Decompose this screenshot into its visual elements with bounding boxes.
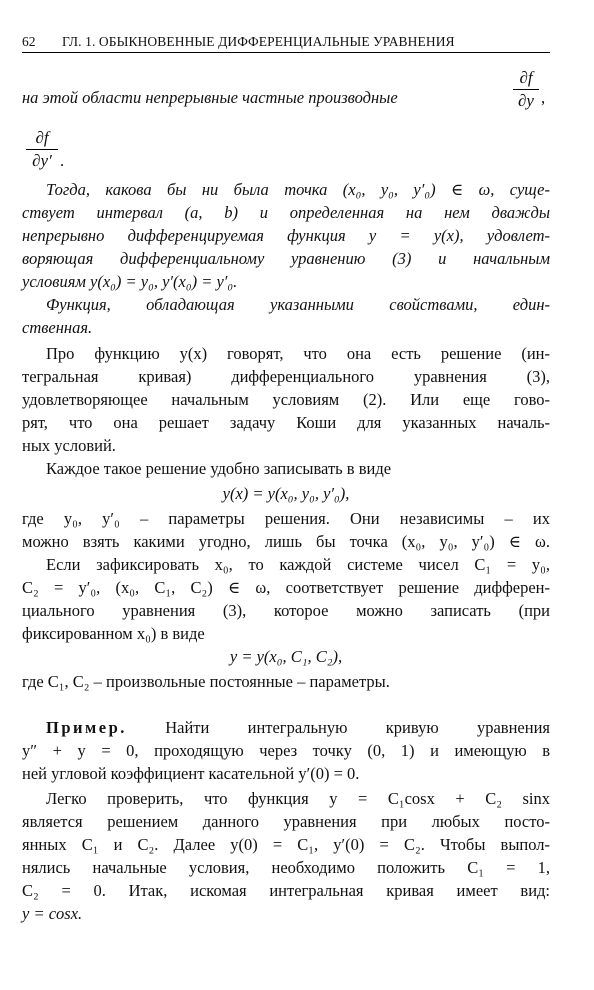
text-line: можно взять какими угодно, лишь бы точка (x₀, y₀, y′₀) ∈ ω. <box>22 532 550 551</box>
fraction-df-dy: ∂f ∂y <box>513 68 539 111</box>
equation: y = y(x₀, C₁, C₂), <box>229 647 343 666</box>
text-line: нялись начальные условия, необходимо положить C₁ = 1, <box>22 858 550 877</box>
comma: , <box>541 88 546 107</box>
text-line: на этой области непрерывные частные производные <box>22 88 398 107</box>
text-line: ных условий. <box>22 436 116 455</box>
example-line: Пример. Найти интегральную кривую уравнения <box>46 718 550 737</box>
text-line: y″ + y = 0, проходящую через точку (0, 1) и имеющую в <box>22 741 550 760</box>
text-line: ней угловой коэффициент касательной y′(0) = 0. <box>22 764 360 783</box>
fraction-df-dyprime: ∂f ∂y′ <box>26 128 58 171</box>
text-line: циального уравнения (3), которое можно записать (при <box>22 601 550 620</box>
text-line: непрерывно дифференцируемая функция y = y(x), удовлет- <box>22 226 550 245</box>
text-line: Функция, обладающая указанными свойствами, един- <box>46 295 550 314</box>
text-line: воряющая дифференциальному уравнению (3) и начальным <box>22 249 550 268</box>
text-line: янных C₁ и C₂. Далее y(0) = C₁, y′(0) = C₂. Чтобы выпол- <box>22 835 550 854</box>
text-line: удовлетворяющее начальным условиям (2). Или еще гово- <box>22 390 550 409</box>
text-line: Тогда, какова бы ни была точка (x₀, y₀, y′₀) ∈ ω, суще- <box>46 180 550 199</box>
text-line: y = cosx. <box>22 904 83 923</box>
text-line: Про функцию y(x) говорят, что она есть решение (ин- <box>46 344 550 363</box>
example-heading: Пример. <box>46 718 127 737</box>
period: . <box>60 151 65 170</box>
text-line: Каждое такое решение удобно записывать в виде <box>46 459 392 478</box>
running-header <box>22 34 550 53</box>
text-line: ствует интервал (a, b) и определенная на нем дважды <box>22 203 550 222</box>
text-line: является решением данного уравнения при любых посто- <box>22 812 550 831</box>
text-line: C₂ = y′₀, (x₀, C₁, C₂) ∈ ω, соответствует решение дифферен- <box>22 578 550 597</box>
text-line: тегральная кривая) дифференциального уравнения (3), <box>22 367 550 386</box>
text-line: рят, что она решает задачу Коши для указанных началь- <box>22 413 550 432</box>
text-line: Если зафиксировать x₀, то каждой системе чисел C₁ = y₀, <box>46 555 550 574</box>
chapter-title: ГЛ. 1. ОБЫКНОВЕННЫЕ ДИФФЕРЕНЦИАЛЬНЫЕ УРАВНЕНИЯ <box>62 34 455 49</box>
text-line: C₂ = 0. Итак, искомая интегральная кривая имеет вид: <box>22 881 550 900</box>
text-line: ственная. <box>22 318 93 337</box>
text-line: Легко проверить, что функция y = C₁cosx + C₂ sinx <box>46 789 550 808</box>
equation: y(x) = y(x₀, y₀, y′₀), <box>222 484 350 503</box>
text-line: фиксированном x₀) в виде <box>22 624 205 643</box>
text-line: условиям y(x₀) = y₀, y′(x₀) = y′₀. <box>22 272 238 291</box>
text-line: где C₁, C₂ – произвольные постоянные – параметры. <box>22 672 390 691</box>
page-number: 62 <box>22 34 36 49</box>
text-line: где y₀, y′₀ – параметры решения. Они независимы – их <box>22 509 550 528</box>
